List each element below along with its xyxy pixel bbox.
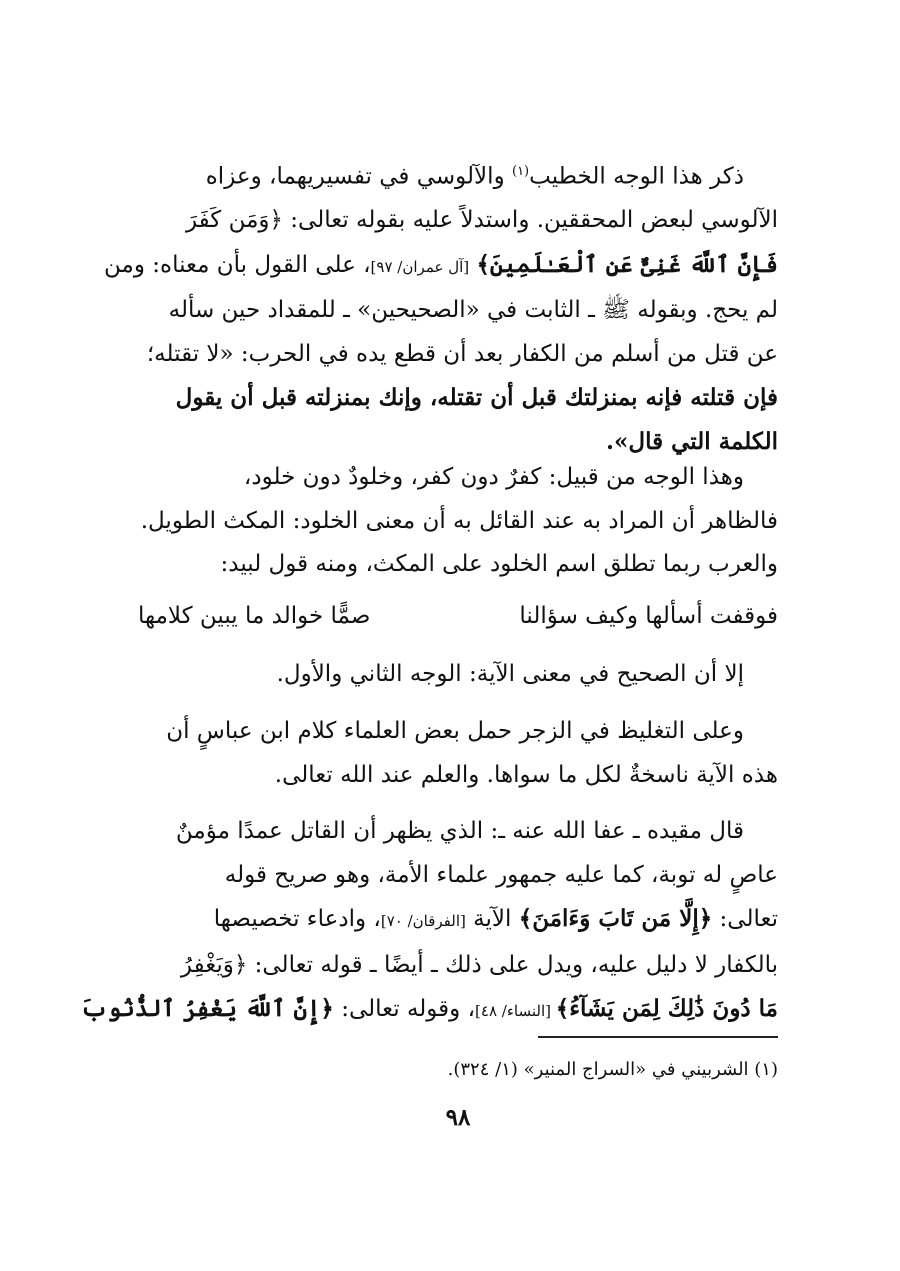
paragraph-5-line-4: بالكفار لا دليل عليه، ويدل على ذلك ـ أيضًا ـ قوله تعالى: ﴿وَيَغْفِرُ (180, 951, 778, 978)
verse-first-hemistich: فوقفت أسألها وكيف سؤالنا (519, 603, 778, 629)
paragraph-1-line-5 (138, 333, 778, 377)
page-number: ٩٨ (445, 1104, 471, 1131)
quran-reference: [الفرقان/ ٧٠] (380, 912, 466, 930)
quran-quote: فَإِنَّ ٱللَّهَ غَنِىٌّ عَنِ ٱلْعَـٰلَمِينَ﴾ (476, 250, 778, 278)
paragraph-5-line-2: عاصٍ له توبة، كما عليه جمهور علماء الأمة، وهو صريح قوله (224, 861, 778, 888)
paragraph-5 (80, 810, 778, 1034)
line-1-start: ذكر هذا الوجه الخطيب (529, 163, 744, 190)
paragraph-2-line-3: والعرب ربما تطلق اسم الخلود على المكث، ومنه قول لبيد: (220, 551, 778, 577)
paragraph-3-line-1: إلا أن الصحيح في معنى الآية: الوجه الثاني والأول. (276, 661, 744, 687)
line-5-mid: ، وقوله تعالى: (333, 996, 476, 1022)
paragraph-5-line-5 (80, 987, 778, 1034)
line-3-end: ، وادعاء تخصيصها (213, 906, 381, 932)
line-3-mid: الآية (465, 906, 519, 932)
quran-quote: مَا دُونَ ذَٰلِكَ لِمَن يَشَآءُ﴾ (555, 995, 778, 1022)
footnote: (١) الشربيني في «السراج المنير» (١/ ٣٢٤). (447, 1059, 778, 1080)
line-4-text: لم يحج. وبقوله ﷺ ـ الثابت في «الصحيحين» ـ للمقداد حين سأله (168, 297, 778, 324)
line-3-start: تعالى: (712, 906, 778, 932)
line-1-rest: والآلوسي في تفسيريهما، وعزاه (205, 163, 505, 190)
paragraph-5-line-1: قال مقيده ـ عفا الله عنه ـ: الذي يظهر أن القاتل عمدًا مؤمنٌ (175, 818, 744, 844)
quran-quote: ﴿إِنَّ ٱللَّهَ يَغْفِرُ ٱلذُّنُوبَ (80, 995, 334, 1022)
paragraph-5-line-3 (138, 897, 778, 944)
book-page (80, 150, 778, 1250)
hadith-end: الكلمة التي قال». (606, 427, 778, 455)
paragraph-2-line-2: فالظاهر أن المراد به عند القائل به أن معنى الخلود: المكث الطويل. (140, 507, 778, 534)
line-3-rest: ، على القول بأن معناه: ومن (104, 251, 371, 278)
paragraph-1-line-2 (138, 199, 778, 243)
paragraph-4-line-2: هذه الآية ناسخةٌ لكل ما سواها. والعلم عند الله تعالى. (274, 761, 778, 788)
quran-reference: [النساء/ ٤٨] (475, 1002, 556, 1020)
footnote-separator (538, 1036, 778, 1038)
quran-quote: ﴿إِلَّا مَن تَابَ وَءَامَنَ﴾ (518, 905, 713, 932)
paragraph-1-line-6 (138, 376, 778, 420)
paragraph-3 (138, 653, 778, 697)
paragraph-1-line-1 (138, 150, 778, 199)
paragraph-1-line-4 (138, 289, 778, 333)
paragraph-4 (138, 710, 778, 797)
hadith-text: فإن قتلته فإنه بمنزلتك قبل أن تقتله، وإنك بمنزلته قبل أن يقول (175, 384, 778, 412)
line-5-text: عن قتل من أسلم من الكفار بعد أن قطع يده في الحرب: «لا تقتله؛ (146, 340, 778, 367)
verse-second-hemistich: صمًّا خوالد ما يبين كلامها (138, 603, 371, 629)
paragraph-2 (138, 456, 778, 587)
paragraph-2-line-1: وهذا الوجه من قبيل: كفرٌ دون كفر، وخلودٌ دون خلود، (243, 464, 744, 490)
footnote-marker[interactable]: (١) (511, 164, 530, 179)
poetry-verse (138, 595, 778, 639)
quran-reference: [آل عمران/ ٩٧] (370, 257, 470, 276)
paragraph-1 (104, 150, 778, 463)
paragraph-4-line-1: وعلى التغليظ في الزجر حمل بعض العلماء كلام ابن عباسٍ أن (166, 718, 744, 744)
paragraph-1-line-3 (104, 243, 778, 290)
line-2-text: الآلوسي لبعض المحققين. واستدلاً عليه بقوله تعالى: ﴿وَمَن كَفَرَ (185, 207, 778, 234)
